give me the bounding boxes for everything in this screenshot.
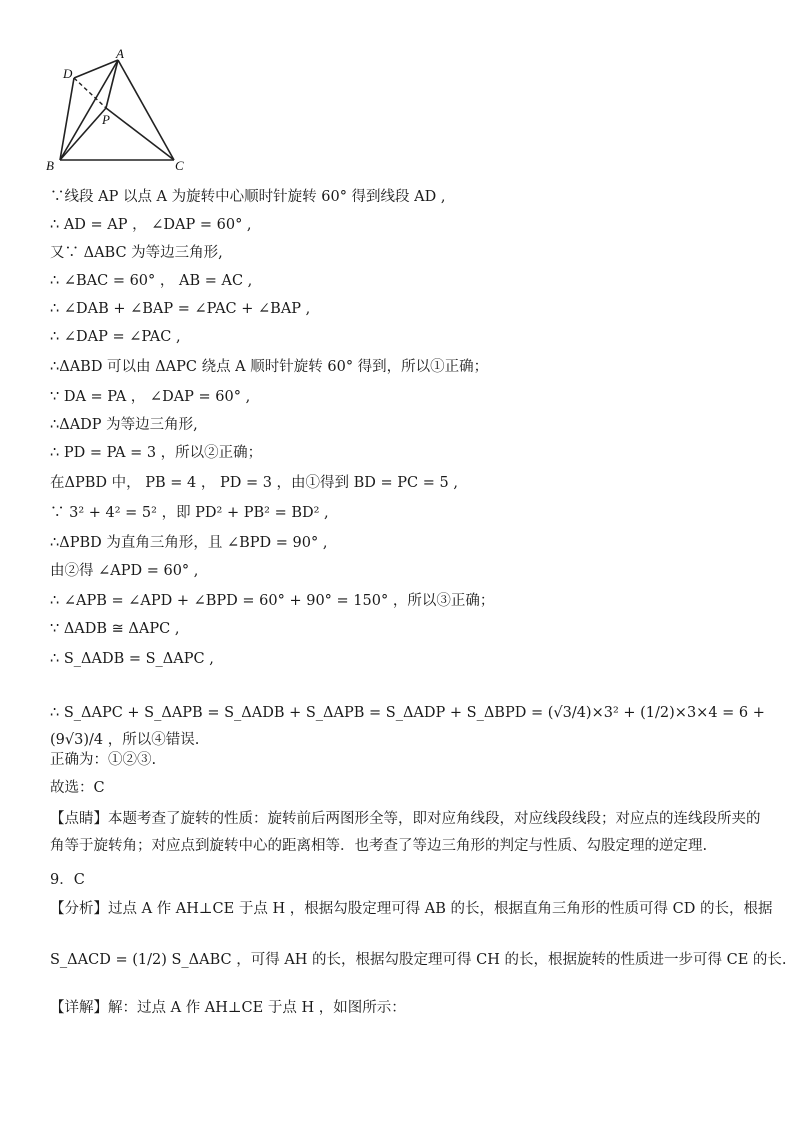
text-line: ∴ ∠DAB + ∠BAP = ∠PAC + ∠BAP ,: [50, 301, 311, 317]
text-line: ∴ S_ΔADB = S_ΔAPC ,: [50, 651, 214, 667]
text-line: 故选：C: [50, 780, 105, 796]
segment-DP-dashed: [74, 78, 106, 108]
segment-AP: [106, 60, 118, 108]
text-line: ∴ PD = PA = 3 ，所以②正确；: [50, 445, 263, 461]
triangle-diagram: [44, 48, 204, 178]
text-line: ∴ ∠DAP = ∠PAC ,: [50, 329, 181, 345]
text-line: ∴ S_ΔAPC + S_ΔAPB = S_ΔADB + S_ΔAPB = S_ΔADP + S_ΔBPD = (√3/4)×3² + (1/2)×3×4 = 6 + (9√3)/4 ，所以④错误.: [50, 705, 765, 748]
text-line: ∴ΔABD 可以由 ΔAPC 绕点 A 顺时针旋转 60° 得到，所以①正确；: [50, 359, 489, 375]
text-line: 9．C: [50, 872, 85, 888]
segment-PC: [106, 108, 174, 160]
text-line: 【分析】过点 A 作 AH⊥CE 于点 H ，根据勾股定理可得 AB 的长，根据直角三角形的性质可得 CD 的长，根据: [50, 901, 773, 917]
text-line: S_ΔACD = (1/2) S_ΔABC ，可得 AH 的长，根据勾股定理可得 CH 的长，根据旋转的性质进一步可得 CE 的长.: [50, 952, 787, 968]
text-line: ∴ΔADP 为等边三角形,: [50, 417, 198, 433]
label-A: A: [116, 48, 124, 61]
text-paragraph: 【点睛】本题考查了旋转的性质：旋转前后两图形全等，即对应角线段，对应线段线段；对应点的连线段所夹的角等于旋转角；对应点到旋转中心的距离相等．也考查了等边三角形的判定与性质、勾股定理的逆定理.: [50, 811, 761, 854]
text-line: ∵ 3² + 4² = 5² ，即 PD² + PB² = BD² ,: [50, 505, 329, 521]
text-line: ∴ΔPBD 为直角三角形，且 ∠BPD = 90° ,: [50, 535, 328, 551]
text-line: 由②得 ∠APD = 60° ,: [50, 563, 199, 579]
text-line: ∴ AD = AP ， ∠DAP = 60° ,: [50, 217, 252, 233]
text-line: ∵ ΔADB ≅ ΔAPC ,: [50, 621, 180, 637]
segment-AC: [118, 60, 174, 160]
label-P: P: [102, 112, 110, 127]
text-line: 在ΔPBD 中， PB = 4 ， PD = 3 ，由①得到 BD = PC = 5 ,: [50, 475, 458, 491]
text-line: 正确为：①②③.: [50, 752, 157, 768]
segment-DA: [74, 60, 118, 78]
label-D: D: [63, 66, 73, 81]
geometry-figure: [44, 48, 204, 178]
text-line: 【详解】解：过点 A 作 AH⊥CE 于点 H ，如图所示：: [50, 1000, 406, 1016]
text-line: ∴ ∠APB = ∠APD + ∠BPD = 60° + 90° = 150° ，所以③正确；: [50, 593, 495, 609]
label-C: C: [175, 158, 184, 173]
text-line: 又∵ ΔABC 为等边三角形,: [50, 245, 223, 261]
label-B: B: [46, 158, 54, 173]
text-line: ∴ ∠BAC = 60° ， AB = AC ,: [50, 273, 253, 289]
text-line: ∵ DA = PA ， ∠DAP = 60° ,: [50, 389, 251, 405]
text-line: ∵线段 AP 以点 A 为旋转中心顺时针旋转 60° 得到线段 AD ,: [50, 189, 446, 205]
